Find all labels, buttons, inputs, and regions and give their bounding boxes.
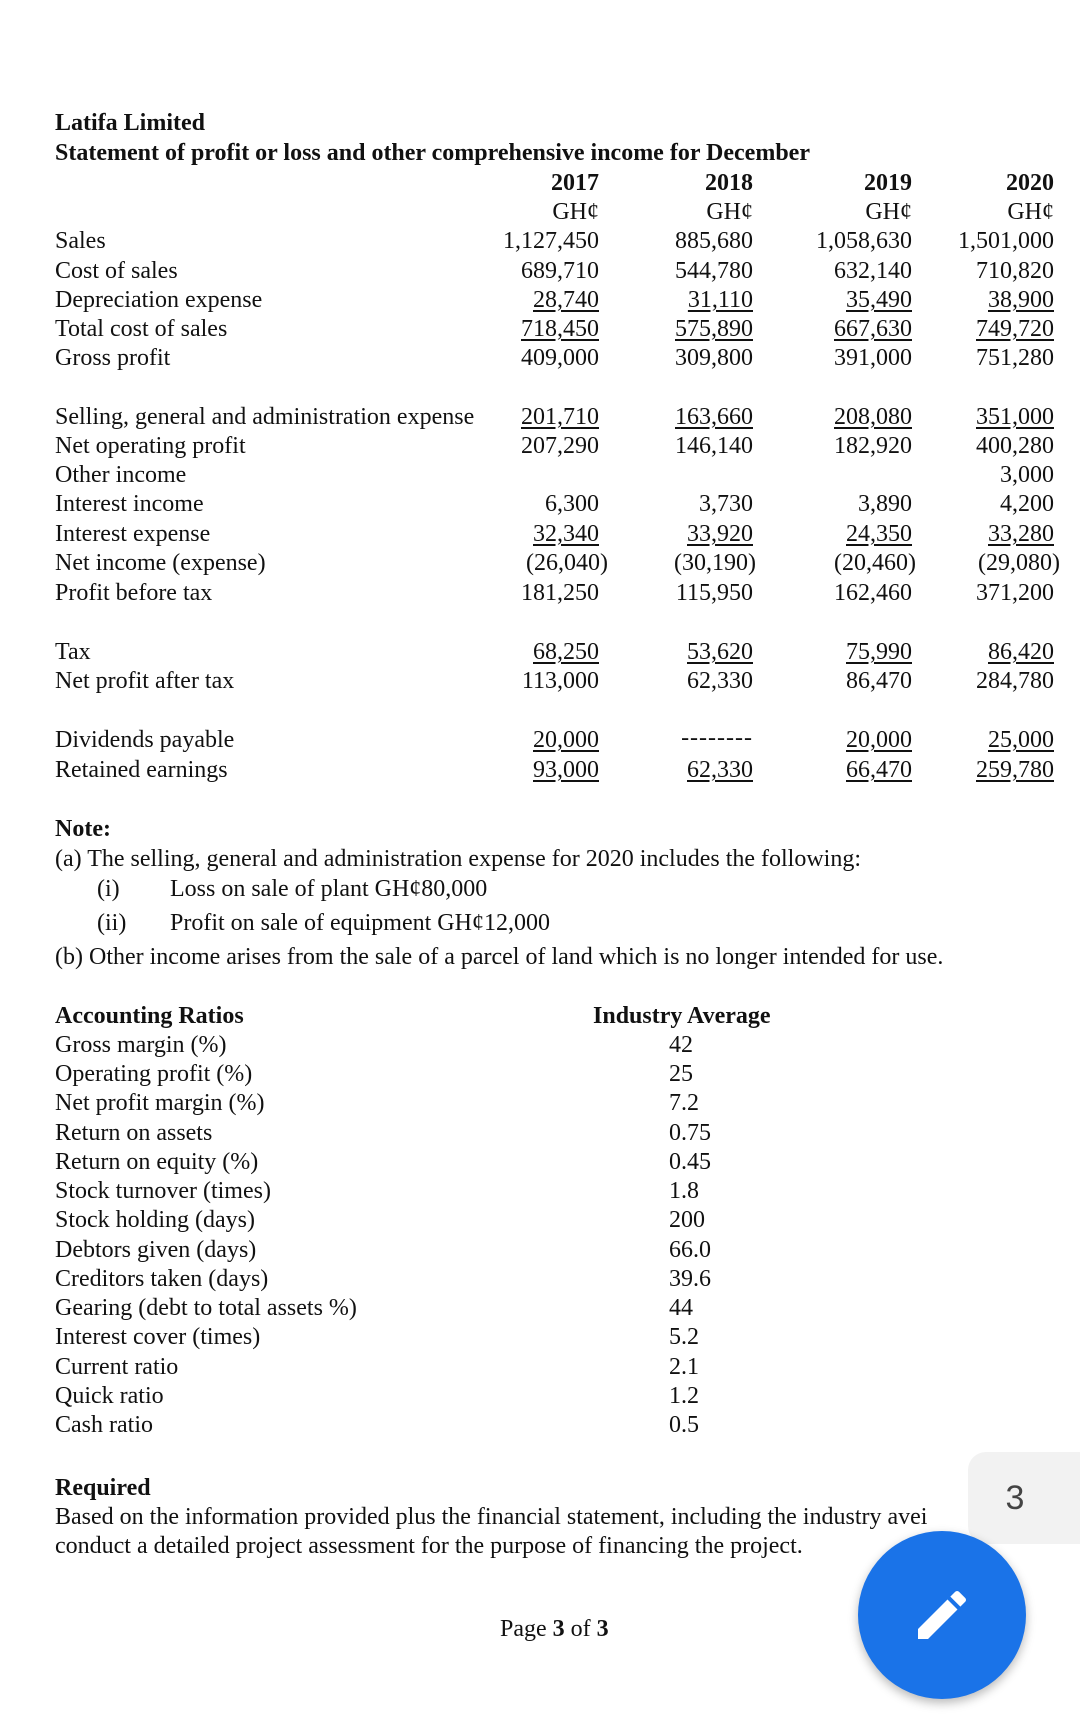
row-label-net-profit-after-tax: Net profit after tax: [55, 668, 235, 694]
required-line-1: Based on the information provided plus the financial statement, including the industry avei: [55, 1504, 928, 1530]
sga-2020: 351,000: [976, 404, 1054, 430]
net-profit-after-tax-2019: 86,470: [846, 668, 912, 694]
ratio-label: Debtors given (days): [55, 1237, 257, 1263]
total-cost-2020: 749,720: [976, 316, 1054, 342]
ratio-label: Stock turnover (times): [55, 1178, 271, 1204]
row-label-sales: Sales: [55, 228, 106, 254]
ratio-value: 44: [669, 1295, 693, 1321]
row-label-dividends: Dividends payable: [55, 727, 235, 753]
row-label-sga: Selling, general and administration expense: [55, 404, 475, 430]
net-income-expense-2018: (30,190): [674, 550, 756, 576]
net-operating-2017: 207,290: [521, 433, 599, 459]
profit-before-tax-2018: 115,950: [675, 580, 753, 606]
depreciation-2020: 38,900: [988, 287, 1054, 313]
ratio-value: 200: [669, 1207, 705, 1233]
note-ii-text: Profit on sale of equipment GH¢12,000: [170, 910, 550, 936]
ratio-label: Return on equity (%): [55, 1149, 259, 1175]
ratio-value: 1.2: [669, 1383, 699, 1409]
ratio-label: Operating profit (%): [55, 1061, 253, 1087]
year-2019: 2019: [864, 170, 912, 196]
profit-before-tax-2020: 371,200: [976, 580, 1054, 606]
ratio-label: Cash ratio: [55, 1412, 153, 1438]
dividends-2019: 20,000: [846, 727, 912, 753]
tax-2018: 53,620: [687, 639, 753, 665]
note-ii-number: (ii): [97, 910, 127, 936]
interest-income-2020: 4,200: [1000, 491, 1054, 517]
sales-2019: 1,058,630: [816, 228, 912, 254]
row-label-retained: Retained earnings: [55, 757, 228, 783]
ratio-value: 66.0: [669, 1237, 711, 1263]
sga-2019: 208,080: [834, 404, 912, 430]
net-profit-after-tax-2017: 113,000: [521, 668, 599, 694]
ratios-heading: Accounting Ratios: [55, 1003, 244, 1029]
cost-of-sales-2019: 632,140: [834, 258, 912, 284]
net-profit-after-tax-2020: 284,780: [976, 668, 1054, 694]
ratio-value: 0.5: [669, 1412, 699, 1438]
row-label-cost-of-sales: Cost of sales: [55, 258, 178, 284]
page-footer: [500, 1616, 609, 1643]
row-label-total-cost: Total cost of sales: [55, 316, 228, 342]
sales-2020: 1,501,000: [958, 228, 1054, 254]
row-label-gross-profit: Gross profit: [55, 345, 171, 371]
ratio-value: 39.6: [669, 1266, 711, 1292]
row-label-tax: Tax: [55, 639, 91, 665]
page-number-indicator[interactable]: [968, 1452, 1080, 1544]
net-operating-2018: 146,140: [675, 433, 753, 459]
interest-expense-2019: 24,350: [846, 521, 912, 547]
ratio-value: 2.1: [669, 1354, 699, 1380]
total-cost-2017: 718,450: [521, 316, 599, 342]
currency-2020: GH¢: [1007, 199, 1054, 225]
note-i-text: Loss on sale of plant GH¢80,000: [170, 876, 488, 902]
gross-profit-2017: 409,000: [521, 345, 599, 371]
interest-expense-2018: 33,920: [687, 521, 753, 547]
row-label-net-operating: Net operating profit: [55, 433, 246, 459]
net-income-expense-2019: (20,460): [834, 550, 916, 576]
profit-before-tax-2019: 162,460: [834, 580, 912, 606]
year-2018: 2018: [705, 170, 753, 196]
net-operating-2020: 400,280: [976, 433, 1054, 459]
currency-2019: GH¢: [865, 199, 912, 225]
row-label-other-income: Other income: [55, 462, 187, 488]
net-operating-2019: 182,920: [834, 433, 912, 459]
interest-expense-2020: 33,280: [988, 521, 1054, 547]
currency-2017: GH¢: [552, 199, 599, 225]
retained-2017: 93,000: [533, 757, 599, 783]
year-2020: 2020: [1006, 170, 1054, 196]
required-line-2: conduct a detailed project assessment for the purpose of financing the project.: [55, 1533, 803, 1559]
interest-income-2018: 3,730: [699, 491, 753, 517]
profit-before-tax-2017: 181,250: [521, 580, 599, 606]
footer-total-pages: 3: [596, 1616, 609, 1642]
depreciation-2019: 35,490: [846, 287, 912, 313]
tax-2017: 68,250: [533, 639, 599, 665]
dividends-2020: 25,000: [988, 727, 1054, 753]
retained-2018: 62,330: [687, 757, 753, 783]
row-label-depreciation: Depreciation expense: [55, 287, 263, 313]
ratio-label: Gearing (debt to total assets %): [55, 1295, 357, 1321]
page-indicator-number: 3: [1005, 1478, 1025, 1517]
dividends-2017: 20,000: [533, 727, 599, 753]
interest-income-2017: 6,300: [545, 491, 599, 517]
row-label-interest-expense: Interest expense: [55, 521, 211, 547]
cost-of-sales-2017: 689,710: [521, 258, 599, 284]
ratio-label: Return on assets: [55, 1120, 213, 1146]
footer-middle: of: [564, 1616, 597, 1642]
cost-of-sales-2018: 544,780: [675, 258, 753, 284]
currency-2018: GH¢: [706, 199, 753, 225]
tax-2019: 75,990: [846, 639, 912, 665]
gross-profit-2019: 391,000: [834, 345, 912, 371]
edit-button[interactable]: [858, 1531, 1026, 1699]
interest-expense-2017: 32,340: [533, 521, 599, 547]
gross-profit-2020: 751,280: [976, 345, 1054, 371]
ratio-value: 42: [669, 1032, 693, 1058]
footer-current-page: 3: [552, 1616, 565, 1642]
ratio-label: Net profit margin (%): [55, 1090, 265, 1116]
note-a: (a) The selling, general and administration expense for 2020 includes the following:: [55, 846, 862, 872]
interest-income-2019: 3,890: [858, 491, 912, 517]
sales-2017: 1,127,450: [503, 228, 599, 254]
total-cost-2019: 667,630: [834, 316, 912, 342]
note-b: (b) Other income arises from the sale of a parcel of land which is no longer intended for use.: [55, 944, 944, 970]
row-label-profit-before-tax: Profit before tax: [55, 580, 213, 606]
net-profit-after-tax-2018: 62,330: [687, 668, 753, 694]
ratio-label: Gross margin (%): [55, 1032, 227, 1058]
depreciation-2018: 31,110: [687, 287, 753, 313]
ratio-value: 1.8: [669, 1178, 699, 1204]
ratio-label: Quick ratio: [55, 1383, 164, 1409]
note-heading: Note:: [55, 816, 111, 842]
gross-profit-2018: 309,800: [675, 345, 753, 371]
industry-average-heading: Industry Average: [593, 1003, 771, 1029]
ratio-value: 7.2: [669, 1090, 699, 1116]
year-2017: 2017: [551, 170, 599, 196]
pencil-icon: [910, 1583, 974, 1647]
depreciation-2017: 28,740: [533, 287, 599, 313]
total-cost-2018: 575,890: [675, 316, 753, 342]
other-income-2020: 3,000: [1000, 462, 1054, 488]
row-label-interest-income: Interest income: [55, 491, 204, 517]
sga-2018: 163,660: [675, 404, 753, 430]
ratio-label: Current ratio: [55, 1354, 179, 1380]
ratio-value: 0.45: [669, 1149, 711, 1175]
ratio-value: 5.2: [669, 1324, 699, 1350]
ratio-value: 0.75: [669, 1120, 711, 1146]
sga-2017: 201,710: [521, 404, 599, 430]
tax-2020: 86,420: [988, 639, 1054, 665]
ratio-label: Interest cover (times): [55, 1324, 261, 1350]
row-label-net-income-expense: Net income (expense): [55, 550, 266, 576]
company-name: Latifa Limited: [55, 110, 205, 136]
ratio-value: 25: [669, 1061, 693, 1087]
retained-2019: 66,470: [846, 757, 912, 783]
cost-of-sales-2020: 710,820: [976, 258, 1054, 284]
dividends-2018: --------: [681, 725, 753, 751]
sales-2018: 885,680: [675, 228, 753, 254]
net-income-expense-2020: (29,080): [978, 550, 1060, 576]
required-heading: Required: [55, 1475, 151, 1501]
statement-title: Statement of profit or loss and other comprehensive income for December: [55, 140, 810, 166]
ratio-label: Creditors taken (days): [55, 1266, 269, 1292]
footer-prefix: Page: [500, 1616, 553, 1642]
note-i-number: (i): [97, 876, 120, 902]
ratio-label: Stock holding (days): [55, 1207, 255, 1233]
net-income-expense-2017: (26,040): [526, 550, 608, 576]
retained-2020: 259,780: [976, 757, 1054, 783]
